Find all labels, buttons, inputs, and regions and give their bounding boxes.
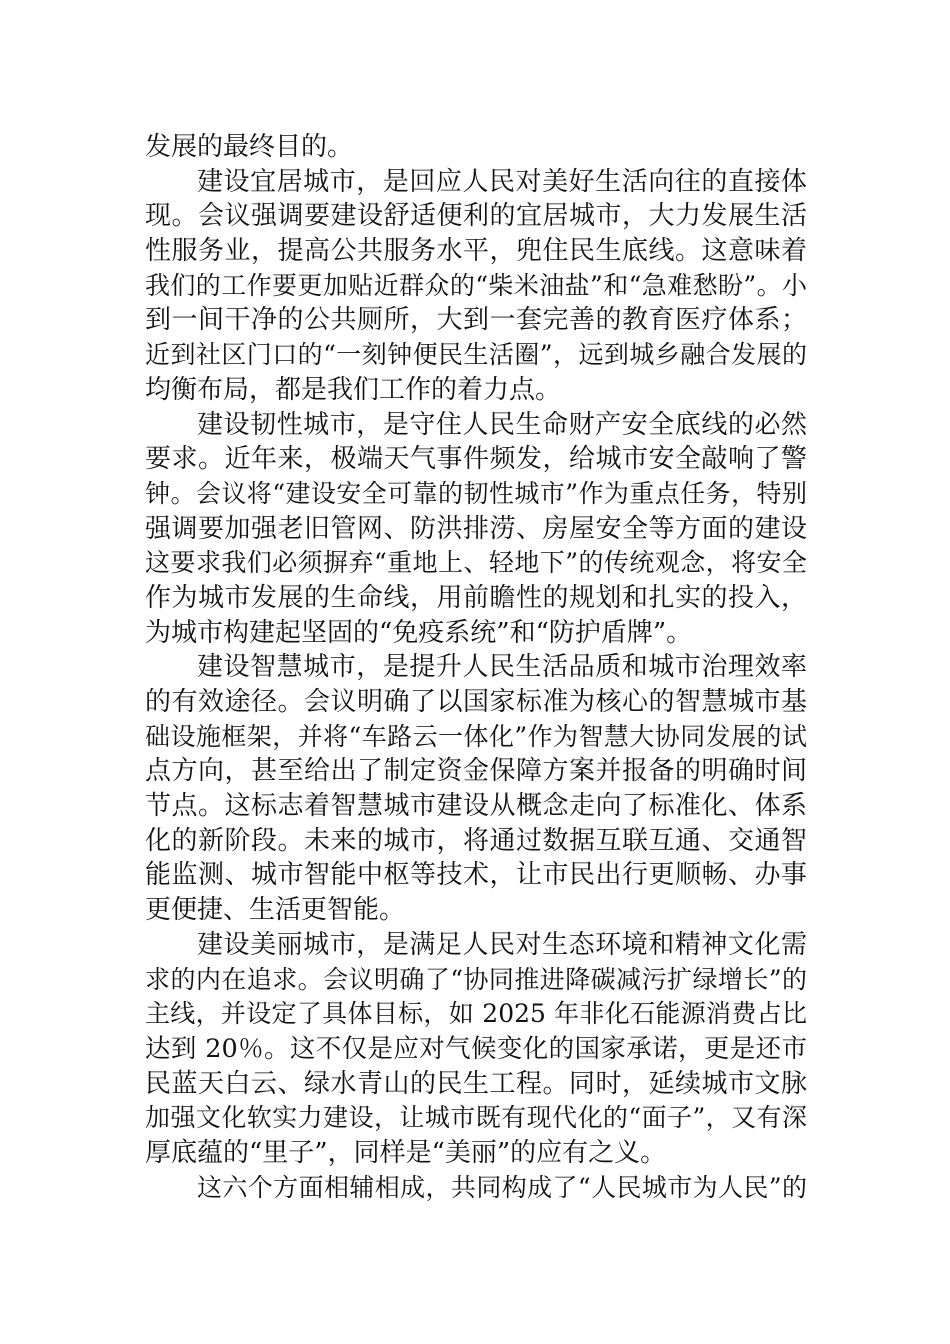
text-line: 建设韧性城市，是守住人民生命财产安全底线的必然	[197, 409, 807, 440]
text-line: 这要求我们必须摒弃“重地上、轻地下”的传统观念，将安全	[145, 548, 807, 578]
text-line: 节点。这标志着智慧城市建设从概念走向了标准化、体系	[145, 791, 807, 822]
text-line: 作为城市发展的生命线，用前瞻性的规划和扎实的投入，	[145, 582, 807, 613]
text-line: 点方向，甚至给出了制定资金保障方案并报备的明确时间	[145, 756, 807, 787]
text-line: 建设宜居城市，是回应人民对美好生活向往的直接体	[197, 166, 807, 197]
text-line: 厚底蕴的“里子”，同样是“美丽”的应有之义。	[145, 1137, 667, 1168]
text-line: 民蓝天白云、绿水青山的民生工程。同时，延续城市文脉	[145, 1068, 807, 1099]
text-line: 现。会议强调要建设舒适便利的宜居城市，大力发展生活	[145, 201, 807, 232]
text-line: 更便捷、生活更智能。	[145, 895, 406, 926]
text-line: 要求。近年来，极端天气事件频发，给城市安全敲响了警	[145, 444, 807, 475]
text-line: 我们的工作要更加贴近群众的“柴米油盐”和“急难愁盼”。小	[145, 270, 807, 300]
text-line: 发展的最终目的。	[145, 132, 354, 162]
text-line: 建设智慧城市，是提升人民生活品质和城市治理效率	[197, 652, 807, 683]
text-line: 这六个方面相辅相成，共同构成了“人民城市为人民”的	[197, 1172, 807, 1202]
text-line: 强调要加强老旧管网、防洪排涝、房屋安全等方面的建设	[145, 513, 807, 544]
text-line: 到一间干净的公共厕所，大到一套完善的教育医疗体系；	[145, 305, 807, 336]
document-body	[145, 130, 807, 1205]
text-line: 求的内在追求。会议明确了“协同推进降碳减污扩绿增长”的	[145, 964, 807, 994]
text-line: 性服务业，提高公共服务水平，兜住民生底线。这意味着	[145, 236, 807, 267]
text-line: 达到 20％。这不仅是应对气候变化的国家承诺，更是还市	[145, 1033, 807, 1064]
text-line: 的有效途径。会议明确了以国家标准为核心的智慧城市基	[145, 687, 807, 717]
text-line: 能监测、城市智能中枢等技术，让市民出行更顺畅、办事	[145, 860, 807, 891]
text-line: 加强文化软实力建设，让城市既有现代化的“面子”，又有深	[145, 1103, 807, 1133]
text-line: 主线，并设定了具体目标，如 2025 年非化石能源消费占比	[145, 999, 807, 1029]
text-line: 近到社区门口的“一刻钟便民生活圈”，远到城乡融合发展的	[145, 340, 807, 370]
text-line: 化的新阶段。未来的城市，将通过数据互联互通、交通智	[145, 825, 807, 856]
text-line: 均衡布局，都是我们工作的着力点。	[145, 374, 562, 405]
text-line: 为城市构建起坚固的“免疫系统”和“防护盾牌”。	[145, 617, 693, 648]
text-line: 础设施框架，并将“车路云一体化”作为智慧大协同发展的试	[145, 721, 807, 751]
text-line: 建设美丽城市，是满足人民对生态环境和精神文化需	[197, 929, 807, 960]
text-line: 钟。会议将“建设安全可靠的韧性城市”作为重点任务，特别	[145, 478, 807, 508]
